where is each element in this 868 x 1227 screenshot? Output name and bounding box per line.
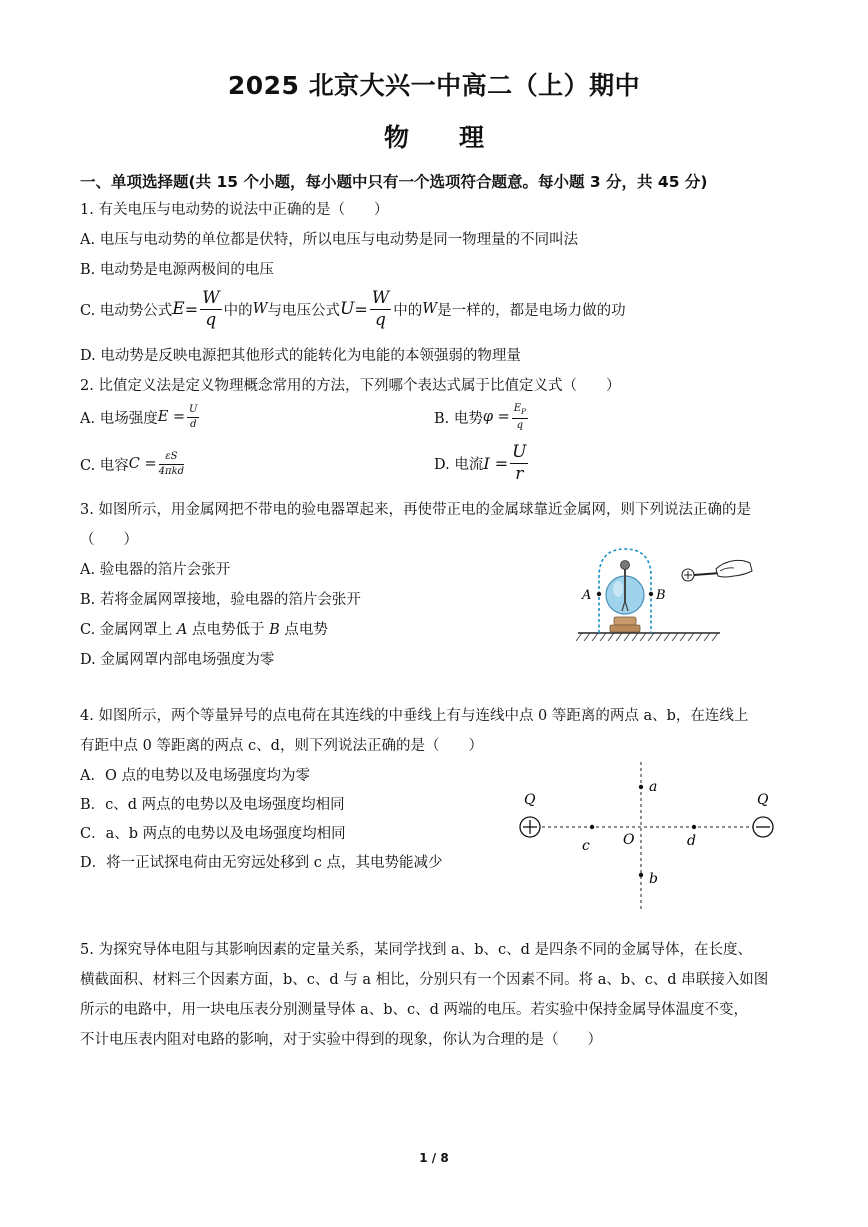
q3-stem-line2: （ ） xyxy=(80,532,138,548)
page-title: 2025 北京大兴一中高二（上）期中 xyxy=(227,71,641,100)
subject-title: 物 理 xyxy=(383,123,484,152)
q3-option-d: D. 金属网罩内部电场强度为零 xyxy=(80,652,275,668)
hand-icon xyxy=(716,560,752,577)
q3-option-b: B. 若将金属网罩接地，验电器的箔片会张开 xyxy=(80,592,361,608)
q3-c-part2: 点电势低于 xyxy=(187,622,270,638)
q2-d-prefix: D. 电流 xyxy=(434,456,484,473)
q3-figure-electroscope xyxy=(570,545,760,651)
q1-c-den2: q xyxy=(375,309,386,330)
q-right-label: Q xyxy=(757,792,769,808)
q4-option-b: B．c、d 两点的电势以及电场强度均相同 xyxy=(80,797,345,813)
q3-c-B: B xyxy=(269,622,280,638)
label-d: d xyxy=(687,833,696,849)
electroscope-knob xyxy=(621,561,630,570)
q1-c-fraction-1 xyxy=(200,287,221,330)
q-left-label: Q xyxy=(524,792,536,808)
q2-d-num: U xyxy=(512,441,527,462)
q2-d-lhs: I = xyxy=(483,453,509,473)
q2-c-prefix: C. 电容 xyxy=(80,457,129,474)
point-a-dot xyxy=(639,785,643,789)
q5-line2: 横截面积、材料三个因素方面，b、c、d 与 a 相比，分别只有一个因素不同。将 a、b、c、d 串联接入如图 xyxy=(80,972,769,988)
q5-line4: 不计电压表内阻对电路的影响，对于实验中得到的现象，你认为合理的是（ ） xyxy=(80,1032,602,1048)
q2-stem: 2. 比值定义法是定义物理概念常用的方法，下列哪个表达式属于比值定义式（ ） xyxy=(80,378,621,394)
q1-c-suffix: 是一样的，都是电场力做的功 xyxy=(437,302,626,319)
q3-option-c xyxy=(80,618,328,639)
q1-c-num1: W xyxy=(202,287,220,308)
q2-b-num: E xyxy=(513,402,522,414)
q2-c-num: εS xyxy=(159,452,184,465)
q1-c-num2: W xyxy=(371,287,390,308)
q4-option-a: A．O 点的电势以及电场强度均为零 xyxy=(80,768,310,784)
point-d-dot xyxy=(692,825,696,829)
q2-d-fraction xyxy=(510,441,528,484)
q3-option-a: A. 验电器的箔片会张开 xyxy=(80,562,231,578)
label-a: a xyxy=(649,779,658,795)
q2-a-den: d xyxy=(190,418,197,430)
electroscope-base xyxy=(610,625,640,632)
point-b-dot xyxy=(639,873,643,877)
q2-b-num-sub: P xyxy=(521,407,526,416)
q1-c-mid2: 与电压公式 xyxy=(267,302,341,319)
q4-option-c: C．a、b 两点的电势以及电场强度均相同 xyxy=(80,826,346,842)
q1-option-a: A. 电压与电动势的单位都是伏特，所以电压与电动势是同一物理量的不同叫法 xyxy=(80,232,579,248)
point-b-label: B xyxy=(656,588,666,603)
q2-option-c xyxy=(80,448,186,480)
q2-c-lhs: C = xyxy=(128,456,157,472)
q2-b-lhs: φ = xyxy=(482,409,510,425)
q1-option-b: B. 电动势是电源两极间的电压 xyxy=(80,262,274,278)
q2-option-d xyxy=(434,442,530,484)
electroscope-stand xyxy=(614,617,636,625)
label-c: c xyxy=(582,838,590,854)
label-b: b xyxy=(649,871,658,887)
bulb-highlight xyxy=(613,581,623,597)
q2-c-fraction xyxy=(159,452,184,477)
q2-a-lhs: E = xyxy=(157,409,186,425)
q1-c-W1: W xyxy=(252,301,268,317)
q2-option-a xyxy=(80,402,201,432)
q1-c-W2: W xyxy=(422,301,438,317)
q1-c-E: E xyxy=(172,299,185,319)
q3-c-part3: 点电势 xyxy=(279,622,328,638)
q1-c-eq: = xyxy=(184,299,199,319)
q1-c-mid3: 中的 xyxy=(393,302,423,319)
q4-figure-charges xyxy=(512,760,782,916)
point-c-dot xyxy=(590,825,594,829)
point-a-dot xyxy=(597,592,601,596)
q2-c-den: 4πkd xyxy=(158,465,185,477)
q1-c-den1: q xyxy=(205,309,217,330)
q2-b-den: q xyxy=(516,419,524,431)
q2-b-fraction xyxy=(512,404,528,431)
q2-b-num-wrap xyxy=(512,404,528,419)
q2-a-prefix: A. 电场强度 xyxy=(80,410,158,427)
q1-c-eq2: = xyxy=(354,299,368,319)
q1-stem: 1. 有关电压与电动势的说法中正确的是（ ） xyxy=(80,202,389,218)
q2-option-b xyxy=(434,402,530,432)
point-b-dot xyxy=(649,592,653,596)
q2-a-num: U xyxy=(187,405,199,418)
q1-option-d: D. 电动势是反映电源把其他形式的能转化为电能的本领强弱的物理量 xyxy=(80,348,521,364)
q3-c-A: A xyxy=(176,622,188,638)
q2-d-den: r xyxy=(515,463,524,484)
q1-c-mid: 中的 xyxy=(223,302,253,319)
q2-a-fraction xyxy=(187,405,199,430)
q2-b-prefix: B. 电势 xyxy=(434,410,483,427)
q3-c-part1: C. 金属网罩上 xyxy=(80,622,177,638)
q1-c-fraction-2 xyxy=(370,287,391,330)
q4-option-d: D．将一正试探电荷由无穷远处移到 c 点，其电势能减少 xyxy=(80,855,443,871)
insulating-rod xyxy=(694,573,720,575)
q1-c-U: U xyxy=(340,299,355,319)
point-a-label: A xyxy=(582,588,592,603)
q4-stem-line2: 有距中点 0 等距离的两点 c、d，则下列说法正确的是（ ） xyxy=(80,738,483,754)
q5-line1: 5. 为探究导体电阻与其影响因素的定量关系，某同学找到 a、b、c、d 是四条不同的金属导体，在长度、 xyxy=(80,942,752,958)
q4-stem-line1: 4. 如图所示，两个等量异号的点电荷在其连线的中垂线上有与连线中点 0 等距离的两点 a、b，在连线上 xyxy=(80,708,749,724)
q3-stem-line1: 3. 如图所示，用金属网把不带电的验电器罩起来，再使带正电的金属球靠近金属网，则下列说法正确的是 xyxy=(80,502,751,518)
ground-hatching xyxy=(576,633,718,641)
section-heading: 一、单项选择题(共 15 个小题，每小题中只有一个选项符合题意。每小题 3 分，共 45 分) xyxy=(80,173,708,191)
page-number: 1 / 8 xyxy=(419,1151,449,1165)
q5-line3: 所示的电路中，用一块电压表分别测量导体 a、b、c、d 两端的电压。若实验中保持金属导体温度不变， xyxy=(80,1002,749,1018)
label-o: O xyxy=(623,832,635,848)
q1-c-prefix: C. 电动势公式 xyxy=(80,302,173,319)
q1-option-c xyxy=(80,288,626,330)
